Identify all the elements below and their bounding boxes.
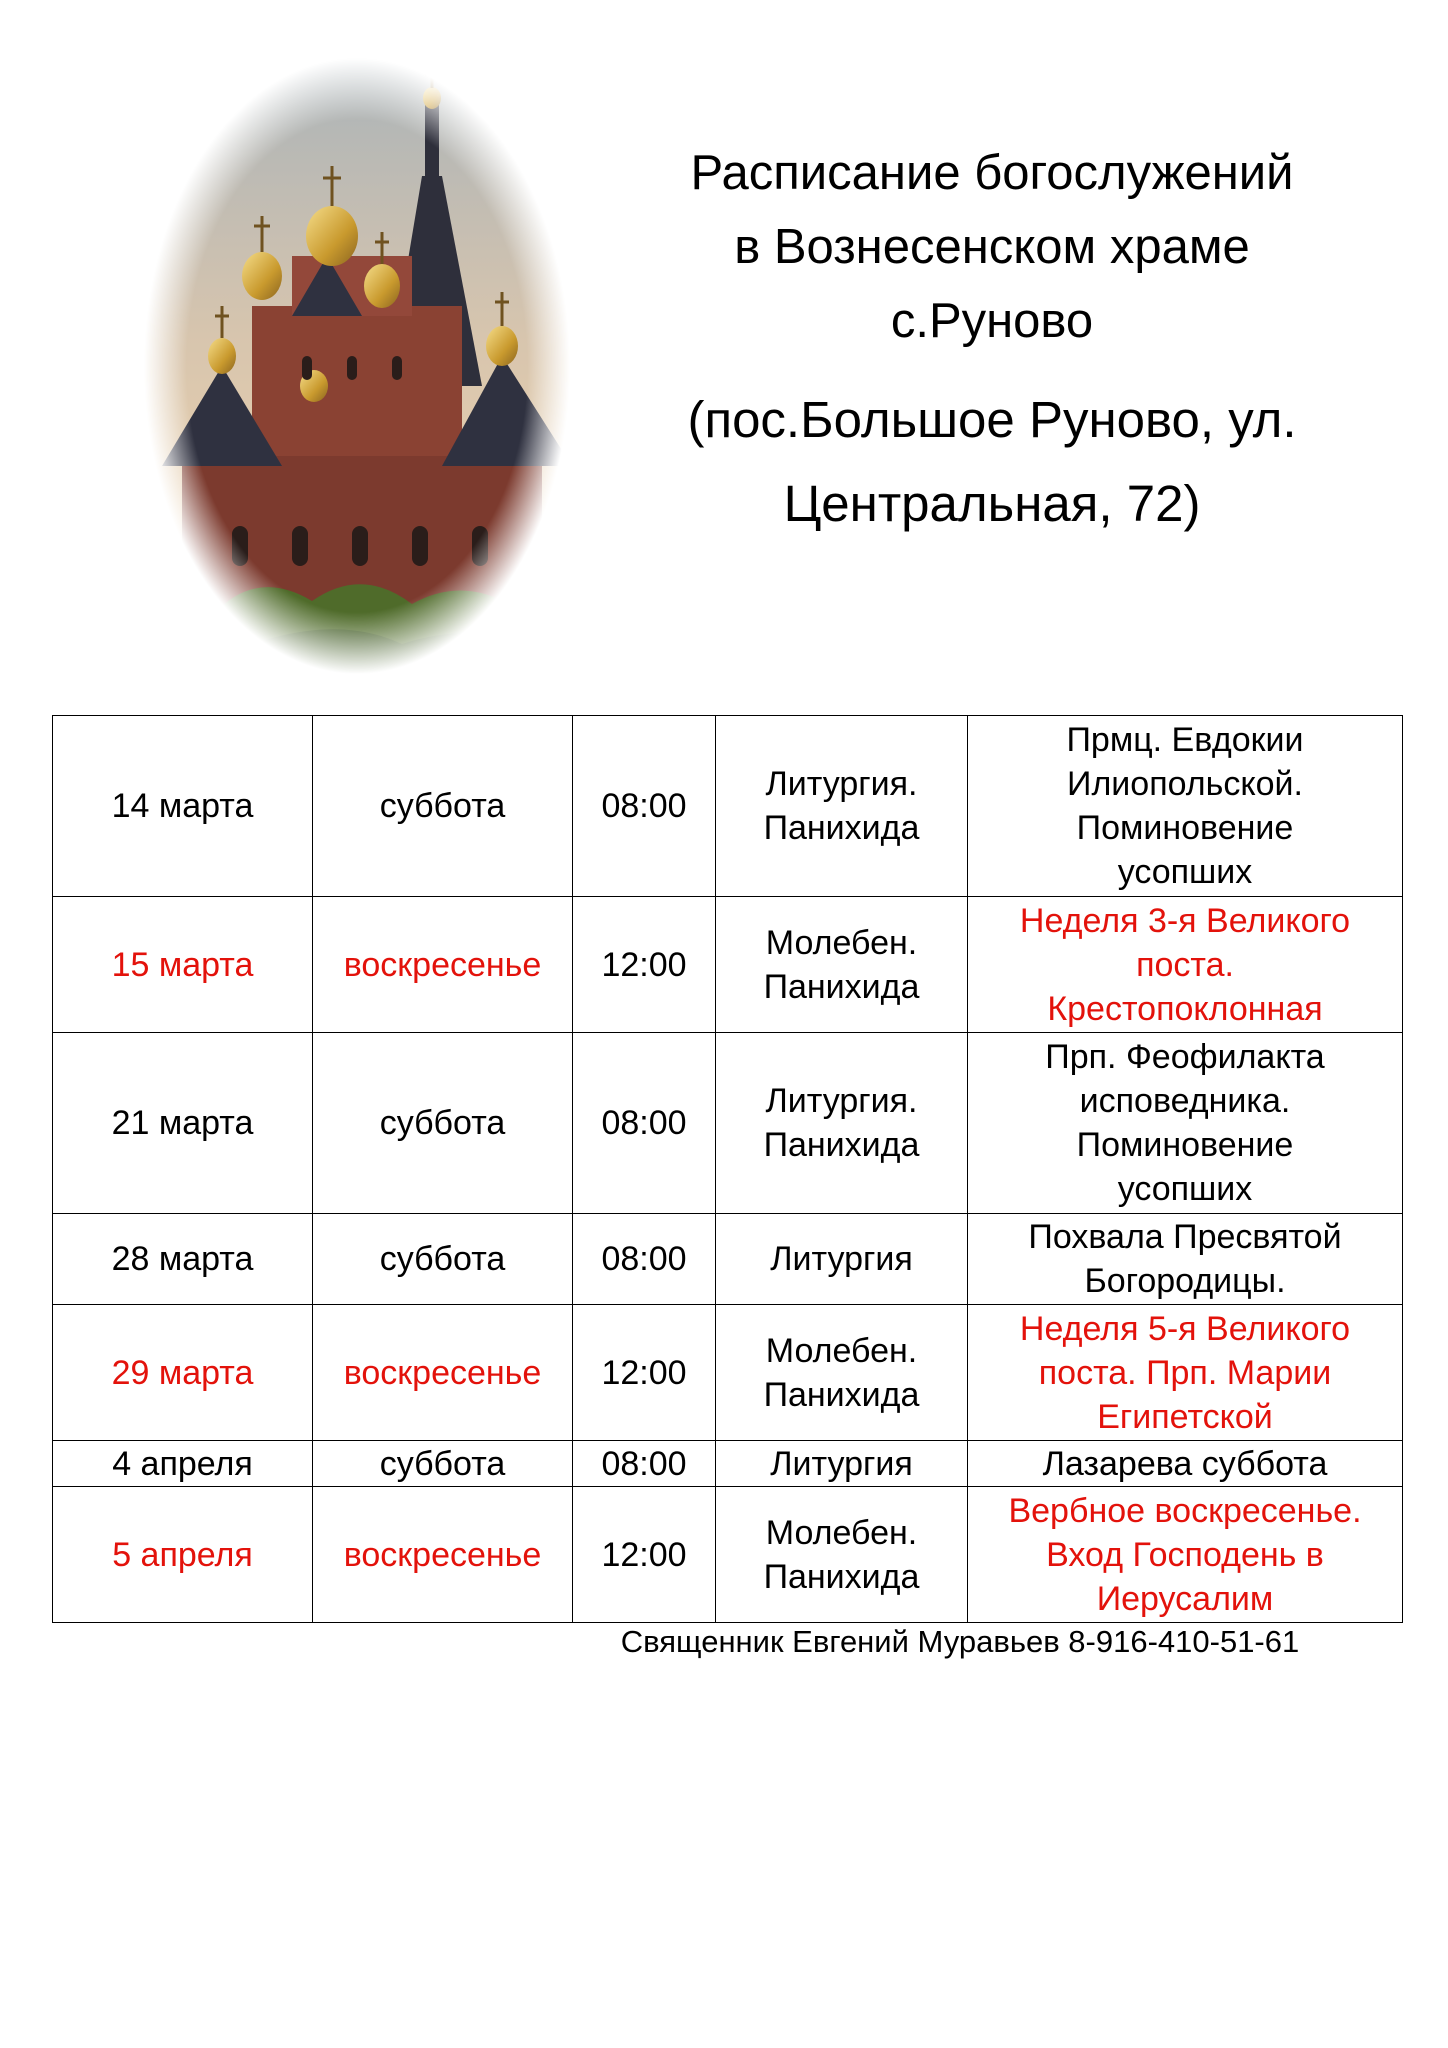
service-line: Молебен. bbox=[765, 923, 918, 962]
schedule-row bbox=[53, 1441, 1403, 1487]
church-photo bbox=[142, 56, 572, 676]
feast-line: Прп. Феофилакта bbox=[1045, 1038, 1325, 1076]
service-cell bbox=[716, 716, 968, 897]
feast-line: Иерусалим bbox=[1096, 1579, 1274, 1618]
service-line: Литургия. bbox=[765, 1082, 918, 1120]
service-cell bbox=[716, 1441, 968, 1487]
weekday-cell: суббота bbox=[313, 1033, 573, 1214]
signature: Священник Евгений Муравьев 8-916-410-51-61 bbox=[620, 1624, 1300, 1659]
service-line: Панихида bbox=[763, 1375, 920, 1414]
address-line-1: (пос.Большое Руново, ул. bbox=[687, 391, 1297, 448]
weekday-cell: суббота bbox=[313, 716, 573, 897]
title-block bbox=[582, 136, 1402, 546]
feast-line: Поминовение bbox=[1076, 809, 1294, 847]
date-cell: 28 марта bbox=[53, 1214, 313, 1305]
schedule-row bbox=[53, 897, 1403, 1033]
time-cell: 12:00 bbox=[573, 1487, 716, 1623]
time-cell: 12:00 bbox=[573, 1305, 716, 1441]
service-line: Литургия. bbox=[765, 765, 918, 803]
service-line: Литургия bbox=[770, 1444, 913, 1483]
feast-line: Похвала Пресвятой bbox=[1028, 1218, 1342, 1256]
service-cell bbox=[716, 1214, 968, 1305]
feast-line: Вход Господень в bbox=[1046, 1535, 1324, 1574]
schedule-row bbox=[53, 1487, 1403, 1623]
weekday-cell: воскресенье bbox=[313, 897, 573, 1033]
date-cell: 4 апреля bbox=[53, 1441, 313, 1487]
feast-line: Вербное воскресенье. bbox=[1008, 1491, 1362, 1530]
feast-line: Прмц. Евдокии bbox=[1066, 721, 1304, 759]
feast-line: исповедника. bbox=[1079, 1082, 1291, 1120]
schedule-row bbox=[53, 1305, 1403, 1441]
time-cell: 08:00 bbox=[573, 1033, 716, 1214]
feast-cell bbox=[968, 897, 1403, 1033]
service-line: Молебен. bbox=[765, 1513, 918, 1552]
service-line: Панихида bbox=[763, 1126, 920, 1164]
feast-line: поста. Прп. Марии bbox=[1038, 1353, 1332, 1392]
date-cell: 14 марта bbox=[53, 716, 313, 897]
feast-cell bbox=[968, 716, 1403, 897]
title-line-3: с.Руново bbox=[890, 294, 1094, 348]
date-cell: 29 марта bbox=[53, 1305, 313, 1441]
service-cell bbox=[716, 897, 968, 1033]
feast-line: Илиопольской. bbox=[1067, 765, 1303, 803]
service-line: Литургия bbox=[770, 1240, 913, 1278]
title-line-1: Расписание богослужений bbox=[690, 146, 1294, 200]
feast-cell bbox=[968, 1441, 1403, 1487]
schedule-row bbox=[53, 1214, 1403, 1305]
address-line-2: Центральная, 72) bbox=[783, 475, 1201, 532]
service-line: Молебен. bbox=[765, 1331, 918, 1370]
feast-line: Египетской bbox=[1097, 1397, 1273, 1436]
address bbox=[582, 378, 1402, 546]
time-cell: 08:00 bbox=[573, 1441, 716, 1487]
date-cell: 5 апреля bbox=[53, 1487, 313, 1623]
feast-line: Лазарева суббота bbox=[1042, 1444, 1328, 1483]
weekday-cell: воскресенье bbox=[313, 1487, 573, 1623]
service-line: Панихида bbox=[763, 967, 920, 1006]
time-cell: 08:00 bbox=[573, 716, 716, 897]
time-cell: 12:00 bbox=[573, 897, 716, 1033]
feast-line: Поминовение bbox=[1076, 1126, 1294, 1164]
feast-line: усопших bbox=[1117, 853, 1253, 891]
feast-line: Неделя 3-я Великого bbox=[1019, 901, 1351, 940]
weekday-cell: суббота bbox=[313, 1441, 573, 1487]
service-cell bbox=[716, 1487, 968, 1623]
time-cell: 08:00 bbox=[573, 1214, 716, 1305]
schedule-row bbox=[53, 716, 1403, 897]
schedule-row bbox=[53, 1033, 1403, 1214]
service-cell bbox=[716, 1033, 968, 1214]
feast-cell bbox=[968, 1305, 1403, 1441]
feast-line: Крестопоклонная bbox=[1047, 989, 1323, 1028]
title-line-2: в Вознесенском храме bbox=[734, 220, 1250, 274]
schedule-table bbox=[52, 715, 1403, 1623]
feast-cell bbox=[968, 1214, 1403, 1305]
date-cell: 15 марта bbox=[53, 897, 313, 1033]
feast-line: Неделя 5-я Великого bbox=[1019, 1309, 1351, 1348]
weekday-cell: суббота bbox=[313, 1214, 573, 1305]
service-line: Панихида bbox=[763, 1557, 920, 1596]
weekday-cell: воскресенье bbox=[313, 1305, 573, 1441]
feast-cell bbox=[968, 1033, 1403, 1214]
feast-line: Богородицы. bbox=[1084, 1262, 1286, 1300]
service-cell bbox=[716, 1305, 968, 1441]
feast-line: усопших bbox=[1117, 1170, 1253, 1208]
feast-line: поста. bbox=[1136, 945, 1234, 984]
service-line: Панихида bbox=[763, 809, 920, 847]
feast-cell bbox=[968, 1487, 1403, 1623]
date-cell: 21 марта bbox=[53, 1033, 313, 1214]
